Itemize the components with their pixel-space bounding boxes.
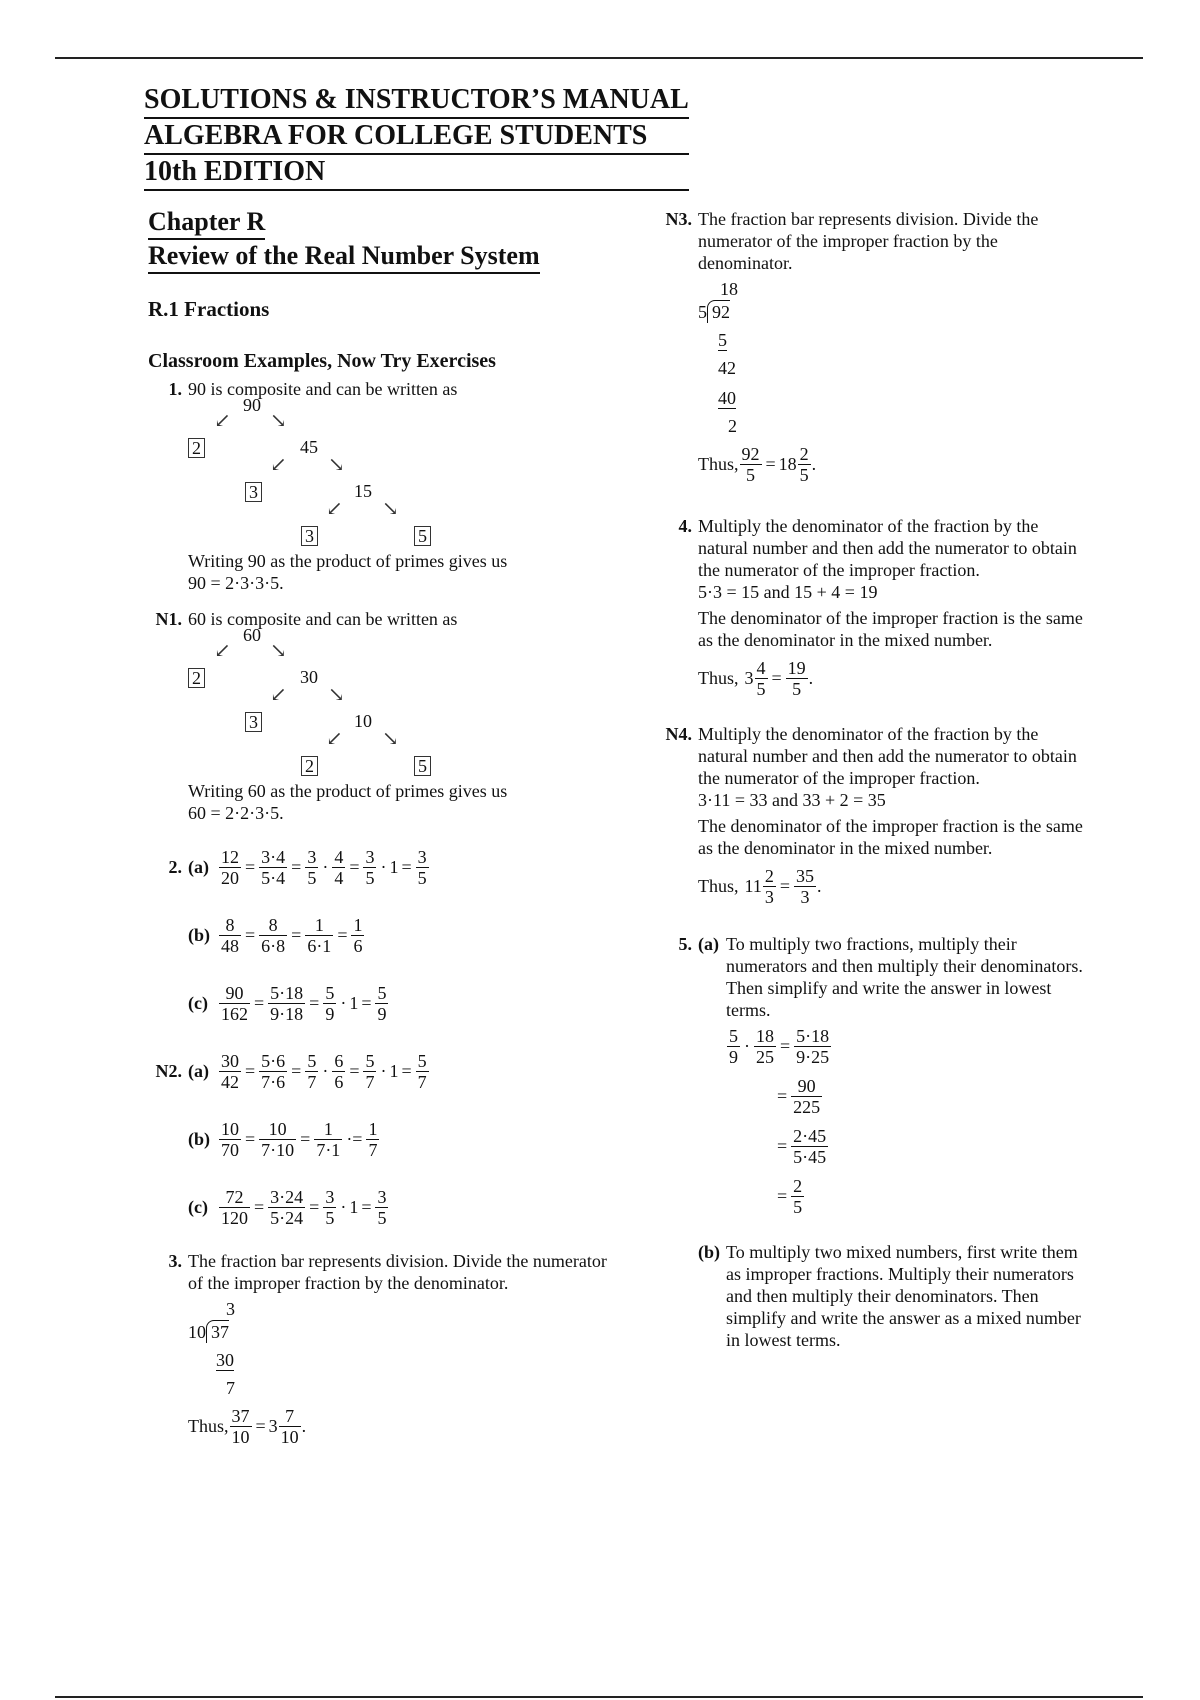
tree-node: 30: [300, 667, 318, 687]
tree-root: 90: [243, 395, 261, 415]
equation-n2a: (a) $\frac{30}{42}$ = $\frac{5\cdot 6}{7\cdot 6}$ = $\frac{5}{7}$ · $\frac{6}{6}$ = $\frac{5}{7}$ · 1 = $\frac{5}{7}$: [188, 1050, 427, 1092]
quotient: 18: [720, 279, 738, 299]
fraction: $\frac{5}{9}$: [729, 1025, 738, 1067]
exercise-number: N3.: [665, 209, 692, 229]
fraction: $\frac{7}{10}$: [280, 1405, 299, 1447]
part-label: (b): [188, 1129, 210, 1149]
arrow-left-icon: ↙: [326, 728, 343, 750]
equation-2b: (b) $\frac{8}{48}$ = $\frac{8}{6\cdot 8}$ = $\frac{1}{6\cdot 1}$ = $\frac{1}{6}$: [188, 914, 363, 956]
fraction: $\frac{5}{7}$: [365, 1050, 375, 1092]
fraction: $\frac{3}{5}$: [417, 846, 427, 888]
arrow-right-icon: ↘: [382, 728, 399, 750]
prime-box: 3: [301, 526, 318, 546]
part-text: To multiply two fractions, multiply their numerators and then multiply their denominators. Then simplify and write the answer in lowest terms.: [726, 934, 1083, 1020]
exercise-text-2: The denominator of the improper fraction is the same as the denominator in the mixed number.: [698, 816, 1083, 858]
subtrahend: 40: [718, 388, 736, 408]
example-answer: Thus, 3 $\frac{4}{5}$ = $\frac{19}{5}$ .: [698, 657, 814, 699]
fraction: $\frac{8}{6\cdot 8}$: [261, 914, 286, 956]
fraction: $\frac{2}{5}$: [793, 1175, 803, 1217]
subtrahend: 5: [718, 330, 727, 350]
fraction: $\frac{5}{9}$: [377, 982, 387, 1024]
bottom-rule: [55, 1696, 1143, 1698]
arrow-right-icon: ↘: [328, 684, 345, 706]
exercise-n4: [658, 723, 1088, 913]
example-number: 2.: [168, 857, 182, 877]
intermediate: 42: [718, 358, 736, 378]
prime-box: 5: [414, 526, 431, 546]
equation-2a: (a) $\frac{12}{20}$ = $\frac{3\cdot 4}{5\cdot 4}$ = $\frac{3}{5}$ · $\frac{4}{4}$ = $\frac{3}{5}$ · 1 = $\frac{3}{5}$: [188, 846, 427, 888]
example-number: 3.: [168, 1251, 182, 1271]
fraction: $\frac{10}{7\cdot 10}$: [261, 1118, 295, 1160]
fraction: $\frac{4}{4}$: [334, 846, 344, 888]
arrow-left-icon: ↙: [326, 498, 343, 520]
equation-2c: (c) $\frac{90}{162}$ = $\frac{5\cdot 18}{9\cdot 18}$ = $\frac{5}{9}$ · 1 = $\frac{5}{9}$: [188, 982, 387, 1024]
fraction: $\frac{5}{7}$: [417, 1050, 427, 1092]
exercise-result: 60 = 2·2·3·5.: [188, 803, 284, 823]
arrow-right-icon: ↘: [382, 498, 399, 520]
tree-node: 10: [354, 711, 372, 731]
part-label: (c): [188, 1197, 208, 1217]
fraction: $\frac{35}{3}$: [796, 865, 814, 907]
quotient: 3: [226, 1299, 235, 1319]
fraction: $\frac{30}{42}$: [221, 1050, 239, 1092]
tree-node: 45: [300, 437, 318, 457]
prime-box: 5: [414, 756, 431, 776]
fraction: $\frac{3}{5}$: [325, 1186, 335, 1228]
prime-box: 2: [188, 438, 205, 458]
fraction: $\frac{1}{7}$: [368, 1118, 378, 1160]
fraction: $\frac{10}{70}$: [221, 1118, 239, 1160]
exercise-n1: [148, 608, 608, 824]
tree-node: 15: [354, 481, 372, 501]
part-label: (c): [188, 993, 208, 1013]
exercise-text: The fraction bar represents division. Divide the numerator of the improper fraction by the denominator.: [698, 209, 1039, 273]
title-line-1: SOLUTIONS & INSTRUCTOR’S MANUAL: [144, 83, 689, 119]
arrow-left-icon: ↙: [270, 684, 287, 706]
example-text: The fraction bar represents division. Divide the numerator of the improper fraction by the denominator.: [188, 1251, 607, 1293]
long-division: [188, 1298, 608, 1399]
chapter-label: Chapter R: [148, 206, 608, 240]
exercise-number: N2.: [155, 1061, 182, 1081]
exercise-conclusion: Writing 60 as the product of primes gives us: [188, 781, 508, 801]
exercise-text: Multiply the denominator of the fraction by the natural number and then add the numerator to obtain the numerator of the improper fraction.: [698, 724, 1077, 788]
example-answer: Thus, $\frac{37}{10}$ = 3 $\frac{7}{10}$ .: [188, 1405, 307, 1447]
prime-box: 2: [188, 668, 205, 688]
fraction: $\frac{2}{5}$: [799, 443, 809, 485]
fraction: $\frac{1}{6\cdot 1}$: [307, 914, 332, 956]
divisor: 5: [698, 302, 707, 322]
multiply-step-4: = $\frac{2}{5}$: [777, 1175, 803, 1217]
part-5a: [698, 933, 1088, 1221]
fraction: $\frac{4}{5}$: [756, 657, 766, 699]
arrow-left-icon: ↙: [270, 454, 287, 476]
part-label: (a): [188, 857, 209, 877]
fraction: $\frac{19}{5}$: [787, 657, 806, 699]
part-text: To multiply two mixed numbers, first write them as improper fractions. Multiply their numerators and then multiply their denominators. Then simplify and write the answer as a mixed number in lowest terms.: [726, 1242, 1081, 1350]
dividend: 37: [206, 1320, 229, 1343]
part-label: (b): [698, 1242, 720, 1262]
exercise-n3: [658, 208, 1088, 491]
fraction: $\frac{37}{10}$: [231, 1405, 250, 1447]
example-text: Multiply the denominator of the fraction by the natural number and then add the numerator to obtain the numerator of the improper fraction.: [698, 516, 1077, 580]
arrow-left-icon: ↙: [214, 640, 231, 662]
arrow-right-icon: ↘: [270, 640, 287, 662]
part-5b: [698, 1241, 1088, 1351]
right-column: [658, 206, 1088, 1351]
exercise-calc: 3·11 = 33 and 33 + 2 = 35: [698, 790, 886, 810]
equation-n2b: (b) $\frac{10}{70}$ = $\frac{10}{7\cdot 10}$ = $\frac{1}{7\cdot 1}$ ·= $\frac{1}{7}$: [188, 1118, 378, 1160]
exercise-answer: Thus, 11 $\frac{2}{3}$ = $\frac{35}{3}$ .: [698, 865, 822, 907]
fraction: $\frac{3\cdot 4}{5\cdot 4}$: [261, 846, 286, 888]
example-number: 1.: [168, 379, 182, 399]
title-line-3: 10th EDITION: [144, 155, 325, 191]
example-1: [148, 378, 608, 594]
exercise-answer: Thus, $\frac{92}{5}$ = 18 $\frac{2}{5}$ .: [698, 443, 817, 485]
multiply-step-3: = $\frac{2\cdot 45}{5\cdot 45}$: [777, 1125, 827, 1167]
exercise-number: N4.: [665, 724, 692, 744]
exercise-number: N1.: [155, 609, 182, 629]
part-label: (a): [698, 934, 719, 954]
fraction: $\frac{18}{25}$: [756, 1025, 774, 1067]
arrow-right-icon: ↘: [270, 410, 287, 432]
example-5: [658, 933, 1088, 1351]
tree-root: 60: [243, 625, 261, 645]
book-title: [144, 83, 689, 191]
example-result: 90 = 2·3·3·5.: [188, 573, 284, 593]
fraction: $\frac{92}{5}$: [741, 443, 760, 485]
fraction: $\frac{5}{7}$: [307, 1050, 317, 1092]
remainder: 7: [226, 1378, 235, 1398]
top-rule: [55, 57, 1143, 59]
remainder: 2: [728, 416, 737, 436]
example-intro: 90 is composite and can be written as: [188, 379, 458, 399]
part-label: (b): [188, 925, 210, 945]
fraction: $\frac{12}{20}$: [221, 846, 239, 888]
long-division: [698, 278, 1088, 437]
subtrahend: 30: [216, 1350, 234, 1370]
subsection-heading: Classroom Examples, Now Try Exercises: [148, 350, 496, 372]
exercise-intro: 60 is composite and can be written as: [188, 609, 458, 629]
example-number: 4.: [678, 516, 692, 536]
example-calc: 5·3 = 15 and 15 + 4 = 19: [698, 582, 878, 602]
exercise-n2: [148, 1044, 608, 1234]
part-label: (a): [188, 1061, 209, 1081]
fraction: $\frac{1}{7\cdot 1}$: [316, 1118, 341, 1160]
fraction: $\frac{6}{6}$: [334, 1050, 344, 1092]
divisor: 10: [188, 1322, 206, 1342]
equation-n2c: (c) $\frac{72}{120}$ = $\frac{3\cdot 24}{5\cdot 24}$ = $\frac{3}{5}$ · 1 = $\frac{3}{5}$: [188, 1186, 387, 1228]
fraction: $\frac{90}{162}$: [221, 982, 248, 1024]
fraction: $\frac{2\cdot 45}{5\cdot 45}$: [793, 1125, 827, 1167]
fraction: $\frac{3\cdot 24}{5\cdot 24}$: [270, 1186, 304, 1228]
left-column: [148, 206, 608, 1453]
factor-tree-90: [188, 395, 608, 570]
example-text-2: The denominator of the improper fraction is the same as the denominator in the mixed number.: [698, 608, 1083, 650]
fraction: $\frac{1}{6}$: [353, 914, 363, 956]
prime-box: 3: [245, 712, 262, 732]
section-heading: R.1 Fractions: [148, 297, 270, 321]
example-2: [148, 840, 608, 1030]
prime-box: 2: [301, 756, 318, 776]
fraction: $\frac{5}{9}$: [325, 982, 335, 1024]
fraction: $\frac{2}{3}$: [764, 865, 774, 907]
multiply-step-1: $\frac{5}{9}$ · $\frac{18}{25}$ = $\frac{5\cdot 18}{9\cdot 25}$: [729, 1025, 830, 1067]
factor-tree-60: [188, 625, 608, 800]
arrow-left-icon: ↙: [214, 410, 231, 432]
fraction: $\frac{90}{225}$: [793, 1075, 821, 1117]
arrow-right-icon: ↘: [328, 454, 345, 476]
example-3: [148, 1250, 608, 1453]
fraction: $\frac{5\cdot 18}{9\cdot 25}$: [796, 1025, 830, 1067]
example-4: [658, 515, 1088, 705]
fraction: $\frac{5\cdot 6}{7\cdot 6}$: [261, 1050, 286, 1092]
multiply-step-2: = $\frac{90}{225}$: [777, 1075, 821, 1117]
prime-box: 3: [245, 482, 262, 502]
fraction: $\frac{8}{48}$: [221, 914, 239, 956]
example-conclusion: Writing 90 as the product of primes gives us: [188, 551, 508, 571]
fraction: $\frac{5\cdot 18}{9\cdot 18}$: [270, 982, 304, 1024]
dividend: 92: [707, 300, 730, 323]
fraction: $\frac{3}{5}$: [365, 846, 375, 888]
example-number: 5.: [678, 934, 692, 954]
fraction: $\frac{72}{120}$: [221, 1186, 248, 1228]
fraction: $\frac{3}{5}$: [377, 1186, 387, 1228]
fraction: $\frac{3}{5}$: [307, 846, 317, 888]
title-line-2: ALGEBRA FOR COLLEGE STUDENTS: [144, 119, 647, 155]
chapter-name: Review of the Real Number System: [148, 240, 608, 274]
